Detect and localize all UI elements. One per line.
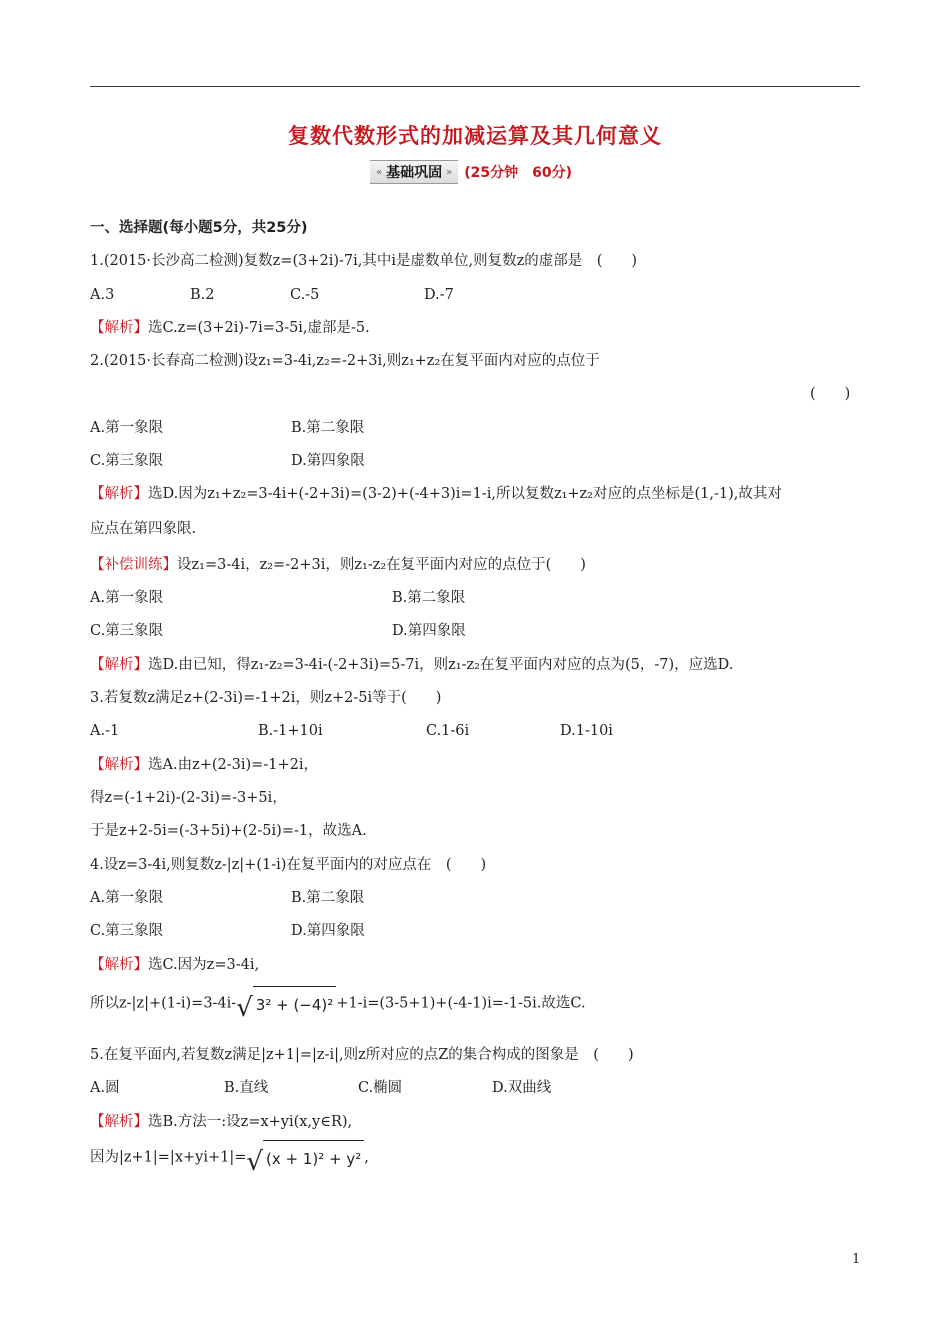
analysis-tag: 【解析】	[90, 1114, 148, 1130]
compensation-tag: 【补偿训练】	[90, 557, 177, 573]
q3-analysis-line3: 于是z+2-5i=(-3+5i)+(2-5i)=-1，故选A.	[90, 823, 367, 839]
sqrt-icon: √	[246, 1147, 263, 1177]
q1-options	[90, 285, 454, 305]
q4-analysis-pre: 所以z-|z|+(1-i)=3-4i-	[90, 995, 237, 1012]
analysis-tag: 【解析】	[90, 657, 148, 673]
sqrt-expression	[246, 1140, 364, 1175]
q2-analysis-text1: 选D.因为z₁+z₂=3-4i+(-2+3i)=(3-2)+(-4+3)i=1-i,所以复数z₁+z₂对应的点坐标是(1,-1),故其对	[148, 486, 782, 502]
q5-option-c: C.椭圆	[358, 1080, 403, 1096]
q3-analysis-line2: 得z=(-1+2i)-(2-3i)=-3+5i，	[90, 790, 287, 806]
badge-row	[370, 160, 572, 184]
section-badge	[370, 160, 458, 184]
q5-stem: 5.在复平面内,若复数z满足|z+1|=|z-i|,则z所对应的点Z的集合构成的图象是 ( )	[90, 1047, 634, 1063]
q5-analysis-line2	[90, 1140, 369, 1175]
q4-stem: 4.设z=3-4i,则复数z-|z|+(1-i)在复平面内的对应点在 ( )	[90, 857, 487, 873]
q3-analysis-line1	[90, 755, 318, 775]
q5-option-b: B.直线	[224, 1080, 269, 1096]
q2-option-a: A.第一象限	[90, 420, 164, 436]
bc-option-a: A.第一象限	[90, 590, 164, 606]
q3-option-b: B.-1+10i	[258, 723, 323, 739]
q4-option-a: A.第一象限	[90, 890, 164, 906]
q1-analysis-text: 选C.z=(3+2i)-7i=3-5i,虚部是-5.	[148, 320, 370, 336]
q2-option-b: B.第二象限	[291, 420, 365, 436]
q3-analysis-text1: 选A.由z+(2-3i)=-1+2i，	[148, 757, 318, 773]
q2-analysis-line1	[90, 484, 782, 504]
q5-option-a: A.圆	[90, 1080, 120, 1096]
time-limit: (25分钟 60分)	[464, 165, 573, 181]
q1-analysis	[90, 318, 370, 338]
q5-option-d: D.双曲线	[492, 1080, 552, 1096]
q1-option-c: C.-5	[290, 287, 320, 303]
q5-options	[90, 1078, 551, 1098]
analysis-tag: 【解析】	[90, 320, 148, 336]
page-number: 1	[852, 1252, 861, 1267]
q2-stem: 2.(2015·长春高二检测)设z₁=3-4i,z₂=-2+3i,则z₁+z₂在复平面内对应的点位于	[90, 353, 600, 369]
q4-analysis-text1: 选C.因为z=3-4i,	[148, 957, 260, 973]
q3-option-c: C.1-6i	[426, 723, 470, 739]
q2-bracket: ( )	[810, 386, 851, 402]
bc-analysis	[90, 655, 733, 675]
bc-options-row1	[90, 588, 465, 608]
q2-option-d: D.第四象限	[291, 453, 365, 469]
q1-option-d: D.-7	[424, 287, 454, 303]
q1-option-b: B.2	[190, 287, 215, 303]
badge-label: 基础巩固	[386, 165, 443, 181]
q4-option-b: B.第二象限	[291, 890, 365, 906]
q5-analysis-pre: 因为|z+1|=|x+yi+1|=	[90, 1149, 247, 1166]
quote-close-icon: »	[446, 166, 453, 178]
analysis-tag: 【解析】	[90, 486, 148, 502]
q5-analysis-text1: 选B.方法一:设z=x+yi(x,y∈R),	[148, 1114, 353, 1130]
q1-option-a: A.3	[90, 287, 115, 303]
header-rule	[90, 86, 860, 87]
analysis-tag: 【解析】	[90, 957, 148, 973]
q4-analysis-line2	[90, 986, 586, 1021]
bc-stem-text: 设z₁=3-4i，z₂=-2+3i，则z₁-z₂在复平面内对应的点位于( )	[177, 557, 586, 573]
q2-analysis-line2: 应点在第四象限.	[90, 521, 197, 537]
sqrt-expression	[236, 986, 336, 1021]
q1-stem: 1.(2015·长沙高二检测)复数z=(3+2i)-7i,其中i是虚数单位,则复数z的虚部是 ( )	[90, 253, 638, 269]
q3-stem: 3.若复数z满足z+(2-3i)=-1+2i，则z+2-5i等于( )	[90, 690, 442, 706]
bc-analysis-text: 选D.由已知，得z₁-z₂=3-4i-(-2+3i)=5-7i，则z₁-z₂在复平面内对应的点为(5，-7)，应选D.	[148, 657, 734, 673]
q3-option-d: D.1-10i	[560, 723, 613, 739]
bc-stem	[90, 555, 586, 575]
q2-option-c: C.第三象限	[90, 453, 164, 469]
sqrt-radicand: (x + 1)² + y²	[263, 1140, 364, 1175]
q2-options-row2	[90, 451, 365, 471]
section-heading: 一、选择题(每小题5分，共25分)	[90, 220, 308, 236]
bc-option-c: C.第三象限	[90, 623, 164, 639]
quote-open-icon: «	[376, 166, 383, 178]
q4-option-d: D.第四象限	[291, 923, 365, 939]
q4-analysis-post: +1-i=(3-5+1)+(-4-1)i=-1-5i.故选C.	[336, 995, 586, 1012]
page-title: 复数代数形式的加减运算及其几何意义	[288, 124, 662, 148]
sqrt-icon: √	[236, 993, 253, 1023]
analysis-tag: 【解析】	[90, 757, 148, 773]
q4-analysis-line1	[90, 955, 259, 975]
q4-option-c: C.第三象限	[90, 923, 164, 939]
q2-options-row1	[90, 418, 364, 438]
bc-options-row2	[90, 621, 466, 641]
q3-options	[90, 721, 613, 741]
q3-option-a: A.-1	[90, 723, 120, 739]
bc-option-d: D.第四象限	[392, 623, 466, 639]
q5-analysis-post: ,	[364, 1149, 369, 1166]
bc-option-b: B.第二象限	[392, 590, 466, 606]
q4-options-row2	[90, 921, 365, 941]
q4-options-row1	[90, 888, 364, 908]
q5-analysis-line1	[90, 1112, 352, 1132]
sqrt-radicand: 3² + (−4)²	[253, 986, 337, 1021]
